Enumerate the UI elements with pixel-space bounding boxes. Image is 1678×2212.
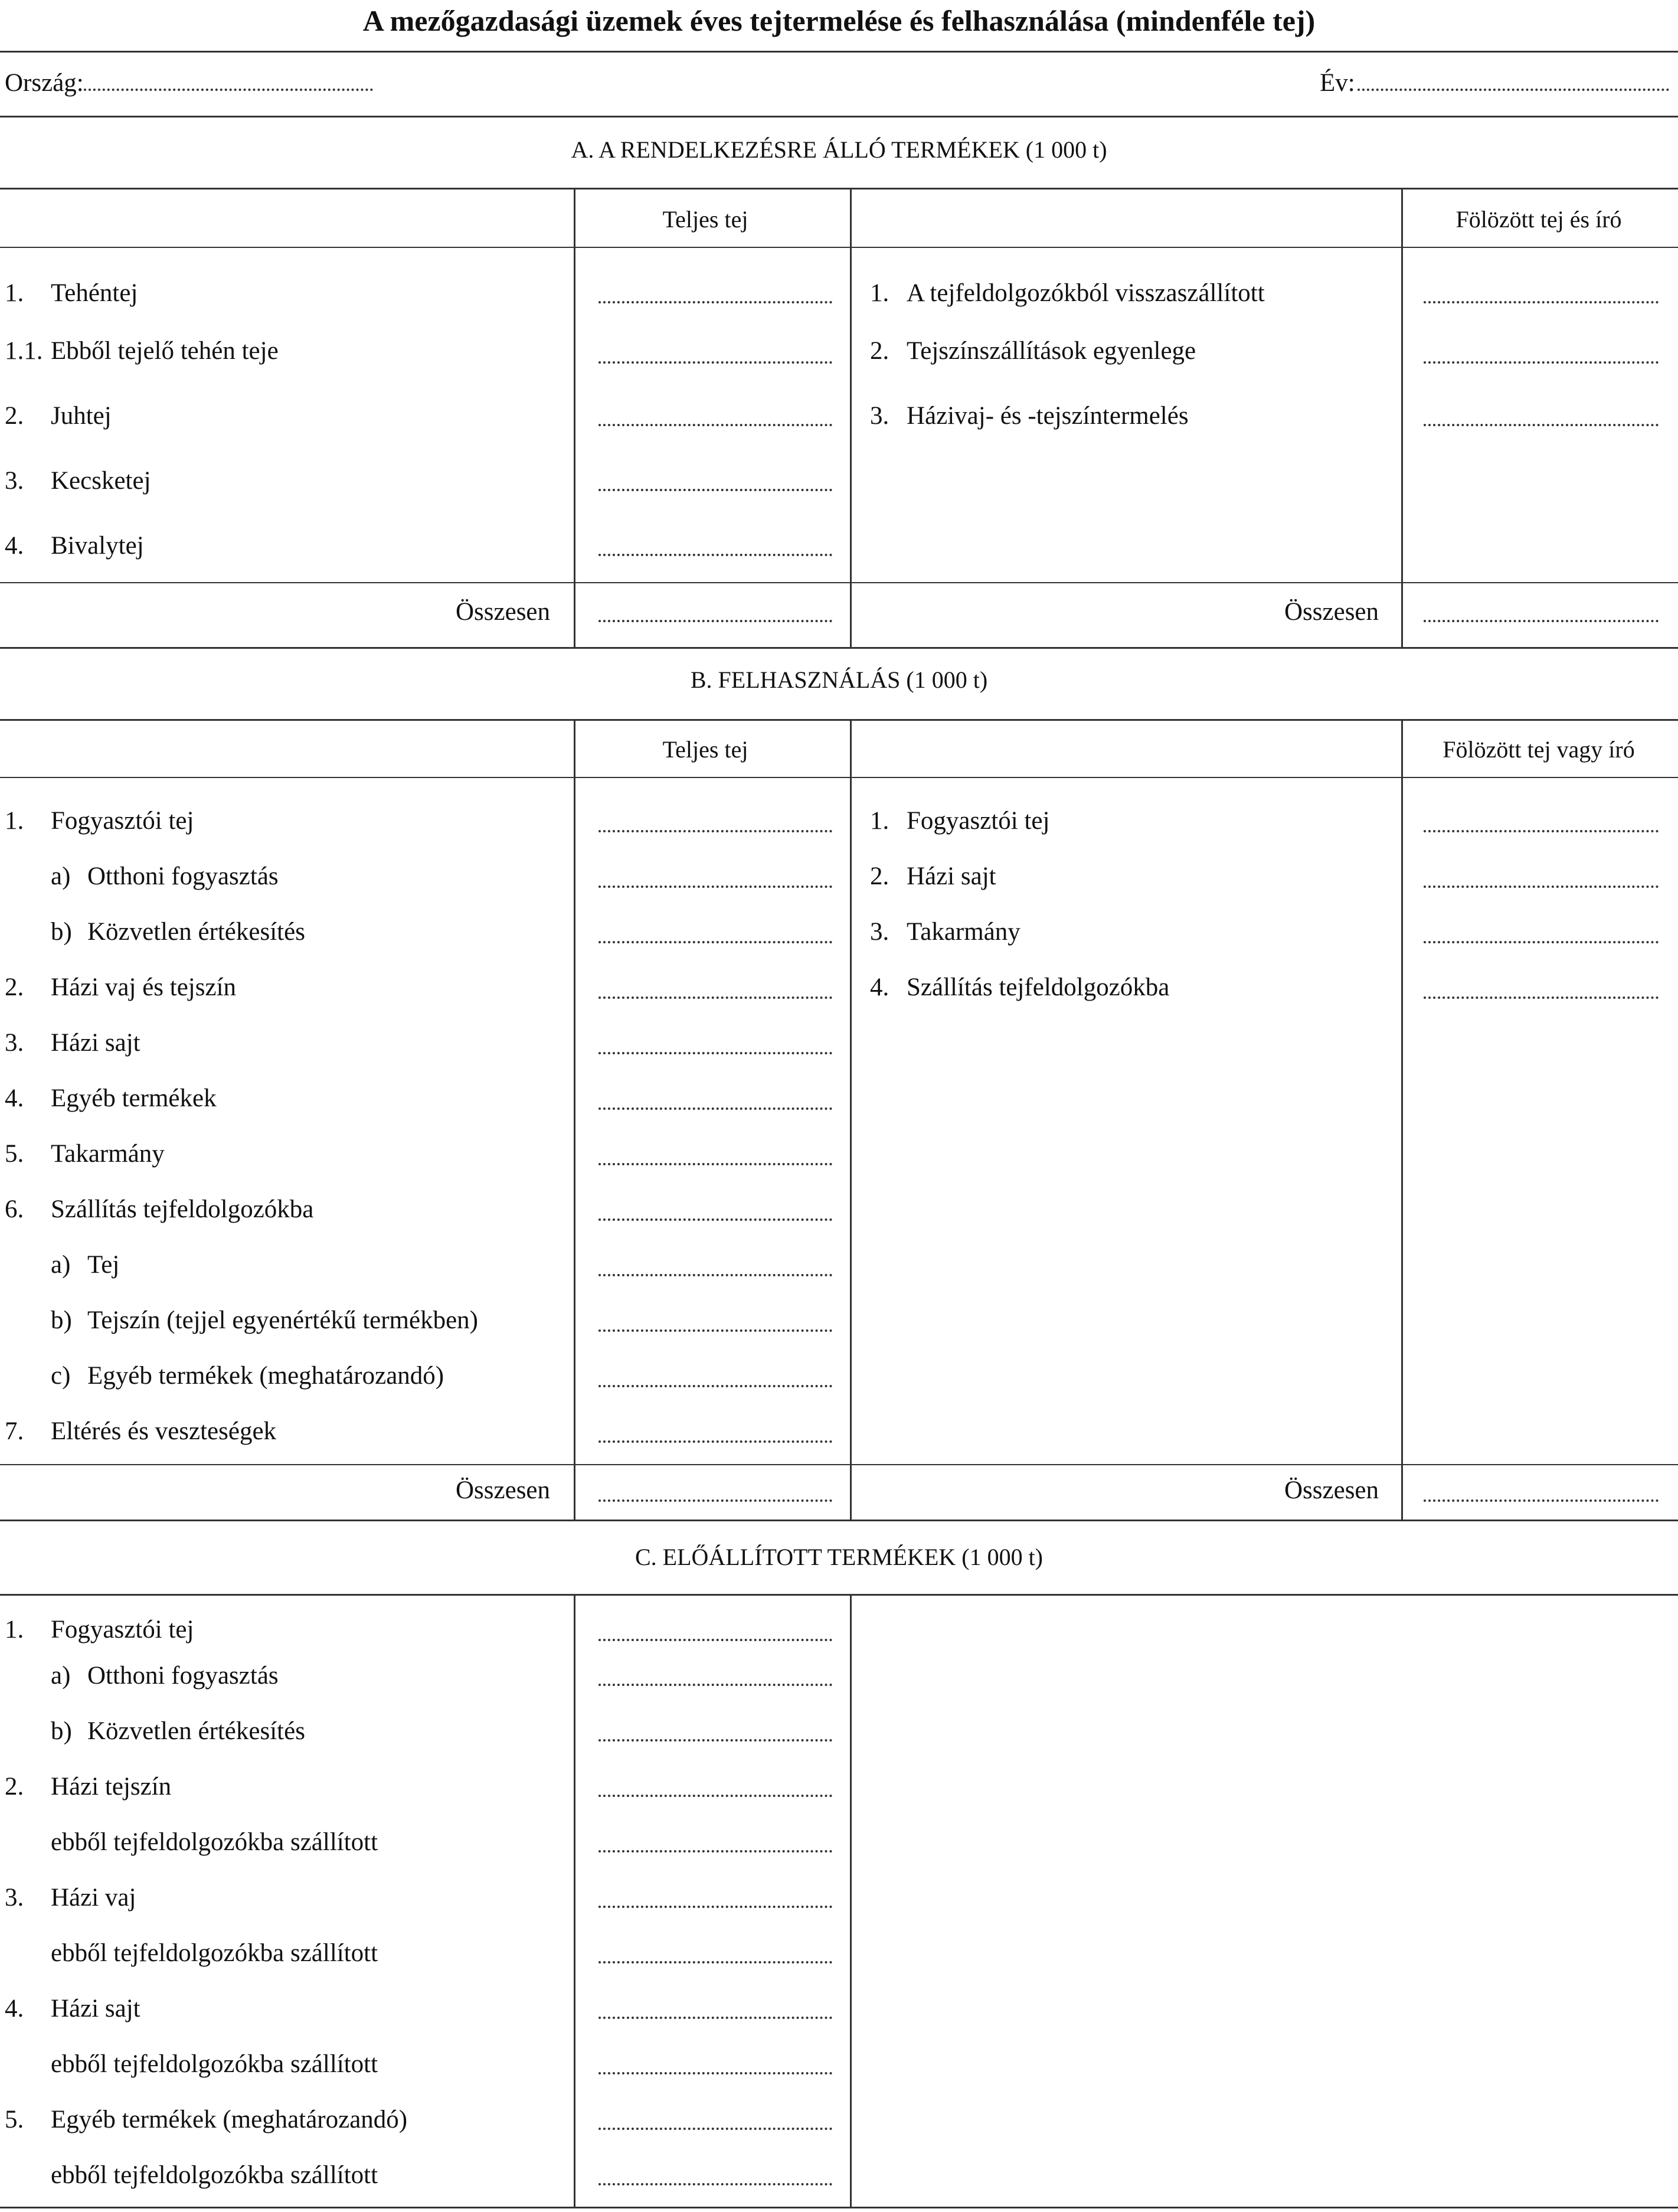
total-label: Összesen xyxy=(456,598,551,626)
row-number: 1. xyxy=(5,807,24,835)
col-header-skim-milk: Fölözött tej és író xyxy=(1455,206,1622,233)
row-label: Takarmány xyxy=(51,1140,165,1168)
row-label: Házi vaj xyxy=(51,1884,136,1912)
row-label: ebből tejfeldolgozókba szállított xyxy=(51,1939,378,1967)
value-field[interactable] xyxy=(598,361,832,364)
row-label: Tejszínszállítások egyenlege xyxy=(907,337,1196,365)
value-field[interactable] xyxy=(1424,361,1659,364)
value-field[interactable] xyxy=(598,941,832,943)
country-label: Ország: xyxy=(5,69,84,97)
col-header-skim-milk: Fölözött tej vagy író xyxy=(1443,736,1635,763)
row-number: b) xyxy=(51,918,72,946)
divider xyxy=(0,719,1678,721)
row-label: Szállítás tejfeldolgozókba xyxy=(51,1195,314,1223)
value-field[interactable] xyxy=(598,489,832,491)
value-field[interactable] xyxy=(598,2128,832,2130)
row-label: Fogyasztói tej xyxy=(907,807,1050,835)
value-field[interactable] xyxy=(598,1906,832,1908)
col-header-whole-milk: Teljes tej xyxy=(662,206,748,233)
row-label: Kecsketej xyxy=(51,467,151,495)
row-number: 5. xyxy=(5,2106,24,2133)
value-field[interactable] xyxy=(598,1639,832,1641)
column-divider xyxy=(574,188,575,647)
value-field[interactable] xyxy=(598,1274,832,1276)
row-label: Szállítás tejfeldolgozókba xyxy=(907,973,1170,1001)
row-number: 4. xyxy=(5,532,24,560)
row-label: Közvetlen értékesítés xyxy=(87,1717,305,1745)
row-label: Ebből tejelő tehén teje xyxy=(51,337,279,365)
row-label: ebből tejfeldolgozókba szállított xyxy=(51,2161,378,2189)
divider xyxy=(0,777,1678,778)
row-label: Közvetlen értékesítés xyxy=(87,918,305,946)
total-label: Összesen xyxy=(1284,1476,1379,1504)
row-label: Bivalytej xyxy=(51,532,144,560)
row-number: 3. xyxy=(5,1884,24,1912)
row-label: Házi tejszín xyxy=(51,1773,172,1801)
column-divider xyxy=(574,719,575,1520)
year-label: Év: xyxy=(1320,69,1355,97)
divider xyxy=(0,647,1678,649)
value-field[interactable] xyxy=(598,2183,832,2185)
value-field[interactable] xyxy=(1424,996,1659,999)
row-label: Otthoni fogyasztás xyxy=(87,1662,279,1690)
divider xyxy=(0,116,1678,117)
row-label: Házivaj- és -tejszíntermelés xyxy=(907,402,1189,430)
row-number: b) xyxy=(51,1306,72,1334)
value-field[interactable] xyxy=(598,886,832,888)
value-field[interactable] xyxy=(598,1329,832,1332)
row-label: Házi sajt xyxy=(51,1995,140,2023)
row-number: 5. xyxy=(5,1140,24,1168)
column-divider xyxy=(1401,719,1403,1520)
row-number: 4. xyxy=(5,1084,24,1112)
value-field[interactable] xyxy=(1424,424,1659,426)
divider xyxy=(0,1464,1678,1465)
column-divider xyxy=(850,719,852,1520)
row-number: b) xyxy=(51,1717,72,1745)
total-field[interactable] xyxy=(598,620,832,622)
divider xyxy=(0,1594,1678,1596)
row-label: Tej xyxy=(87,1251,120,1279)
value-field[interactable] xyxy=(598,554,832,556)
row-label: Tejszín (tejjel egyenértékű termékben) xyxy=(87,1306,478,1334)
column-divider xyxy=(1401,188,1403,647)
section-b-heading: B. FELHASZNÁLÁS (1 000 t) xyxy=(690,666,988,693)
divider xyxy=(0,582,1678,583)
row-number: 1.1. xyxy=(5,337,43,365)
value-field[interactable] xyxy=(598,1052,832,1054)
row-label: Házi vaj és tejszín xyxy=(51,973,237,1001)
value-field[interactable] xyxy=(598,1739,832,1741)
row-label: Tehéntej xyxy=(51,279,138,307)
value-field[interactable] xyxy=(598,1218,832,1221)
section-a-heading: A. A RENDELKEZÉSRE ÁLLÓ TERMÉKEK (1 000 t) xyxy=(571,136,1107,163)
total-field[interactable] xyxy=(1424,620,1659,622)
row-number: 1. xyxy=(5,279,24,307)
page-title: A mezőgazdasági üzemek éves tejtermelése és felhasználása (mindenféle tej) xyxy=(362,4,1316,37)
divider xyxy=(0,188,1678,189)
value-field[interactable] xyxy=(598,1850,832,1852)
row-number: 2. xyxy=(5,973,24,1001)
row-number: 4. xyxy=(870,973,889,1001)
divider xyxy=(0,1520,1678,1521)
row-label: A tejfeldolgozókból visszaszállított xyxy=(907,279,1265,307)
section-c-heading: C. ELŐÁLLÍTOTT TERMÉKEK (1 000 t) xyxy=(634,1544,1044,1570)
row-label: Fogyasztói tej xyxy=(51,1616,194,1644)
total-field[interactable] xyxy=(598,1499,832,1502)
row-label: ebből tejfeldolgozókba szállított xyxy=(51,2050,378,2078)
row-number: 6. xyxy=(5,1195,24,1223)
row-label: Takarmány xyxy=(907,918,1020,946)
value-field[interactable] xyxy=(598,2017,832,2019)
row-number: 2. xyxy=(5,1773,24,1801)
total-label: Összesen xyxy=(456,1476,551,1504)
row-label: Eltérés és veszteségek xyxy=(51,1417,277,1445)
value-field[interactable] xyxy=(598,1684,832,1686)
divider xyxy=(0,2207,1678,2208)
divider xyxy=(0,247,1678,248)
column-divider xyxy=(850,1594,852,2207)
value-field[interactable] xyxy=(598,1961,832,1963)
value-field[interactable] xyxy=(598,830,832,832)
row-label: Házi sajt xyxy=(907,862,996,890)
row-number: 3. xyxy=(870,402,889,430)
row-label: ebből tejfeldolgozókba szállított xyxy=(51,1828,378,1856)
row-number: a) xyxy=(51,862,71,890)
value-field[interactable] xyxy=(598,301,832,303)
row-number: 3. xyxy=(5,467,24,495)
value-field[interactable] xyxy=(598,1440,832,1443)
row-number: 4. xyxy=(5,1995,24,2023)
row-number: 3. xyxy=(5,1029,24,1057)
value-field[interactable] xyxy=(1424,301,1659,303)
row-label: Egyéb termékek xyxy=(51,1084,217,1112)
row-label: Fogyasztói tej xyxy=(51,807,194,835)
value-field[interactable] xyxy=(598,996,832,999)
row-number: 1. xyxy=(870,807,889,835)
value-field[interactable] xyxy=(598,1107,832,1110)
row-label: Egyéb termékek (meghatározandó) xyxy=(87,1362,444,1390)
value-field[interactable] xyxy=(1424,886,1659,888)
country-field[interactable] xyxy=(84,89,373,91)
row-number: 7. xyxy=(5,1417,24,1445)
row-number: 3. xyxy=(870,918,889,946)
col-header-whole-milk: Teljes tej xyxy=(662,736,748,763)
value-field[interactable] xyxy=(598,1385,832,1387)
value-field[interactable] xyxy=(598,1795,832,1797)
row-label: Házi sajt xyxy=(51,1029,140,1057)
divider xyxy=(0,51,1678,53)
value-field[interactable] xyxy=(598,2072,832,2074)
row-number: a) xyxy=(51,1662,71,1690)
row-label: Juhtej xyxy=(51,402,112,430)
year-field[interactable] xyxy=(1358,89,1669,91)
column-divider xyxy=(574,1594,575,2207)
value-field[interactable] xyxy=(598,424,832,426)
row-number: 2. xyxy=(5,402,24,430)
value-field[interactable] xyxy=(1424,830,1659,832)
row-label: Otthoni fogyasztás xyxy=(87,862,279,890)
value-field[interactable] xyxy=(1424,941,1659,943)
row-number: 2. xyxy=(870,862,889,890)
row-number: 1. xyxy=(5,1616,24,1644)
row-label: Egyéb termékek (meghatározandó) xyxy=(51,2106,408,2133)
column-divider xyxy=(850,188,852,647)
value-field[interactable] xyxy=(598,1163,832,1165)
row-number: 1. xyxy=(870,279,889,307)
row-number: a) xyxy=(51,1251,71,1279)
row-number: 2. xyxy=(870,337,889,365)
total-label: Összesen xyxy=(1284,598,1379,626)
row-number: c) xyxy=(51,1362,71,1390)
total-field[interactable] xyxy=(1424,1499,1659,1502)
